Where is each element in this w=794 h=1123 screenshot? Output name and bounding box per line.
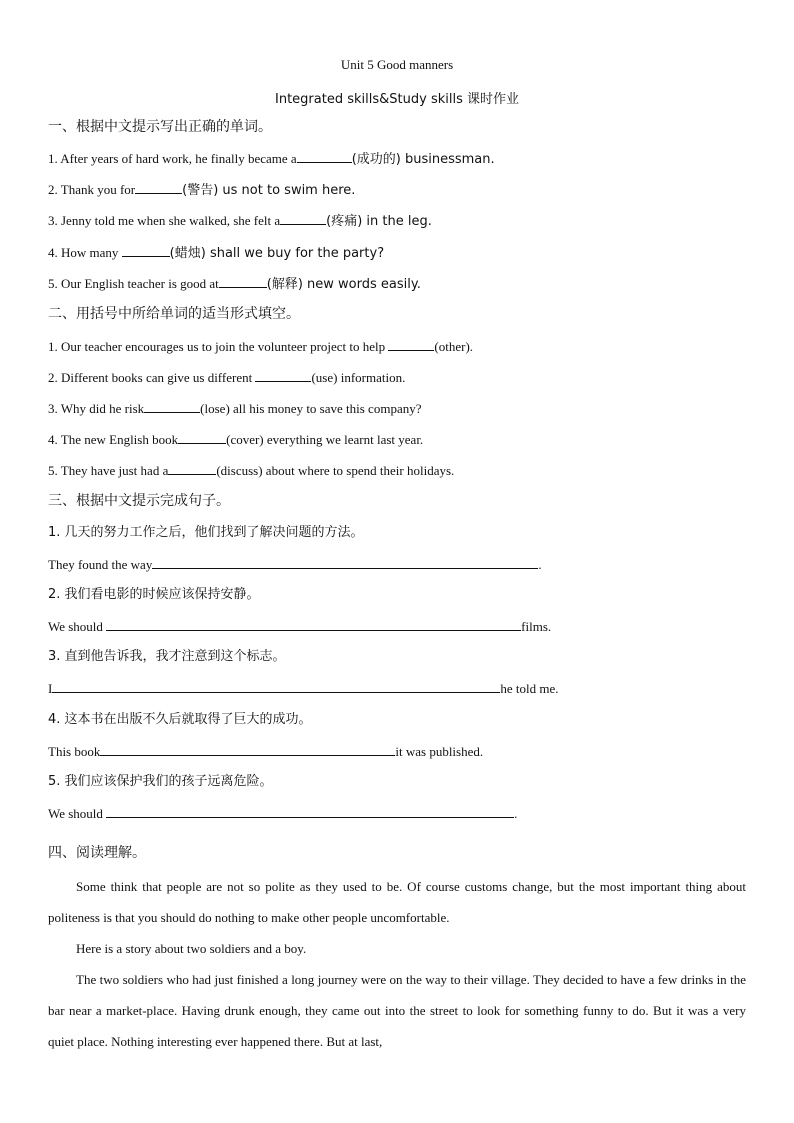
- exercise-item: 5. Our English teacher is good at (解释) new words easily.: [48, 276, 421, 292]
- exercise-item: 3. Jenny told me when she walked, she felt a (疼痛) in the leg.: [48, 213, 432, 229]
- answer-blank[interactable]: [168, 462, 216, 475]
- chinese-prompt: 2. 我们看电影的时候应该保持安静。: [48, 587, 260, 602]
- exercise-item: 1. After years of hard work, he finally became a (成功的) businessman.: [48, 151, 495, 167]
- chinese-prompt: 5. 我们应该保护我们的孩子远离危险。: [48, 774, 273, 789]
- answer-blank[interactable]: [219, 275, 267, 288]
- exercise-item: 2. Different books can give us different (use) information.: [48, 370, 406, 385]
- chinese-prompt: 4. 这本书在出版不久后就取得了巨大的成功。: [48, 712, 312, 727]
- answer-blank[interactable]: [388, 338, 434, 351]
- sentence-line: We should films.: [48, 619, 552, 634]
- page-title: Unit 5 Good manners: [340, 57, 454, 72]
- section-heading-1: 一、根据中文提示写出正确的单词。: [48, 119, 272, 135]
- answer-blank[interactable]: [122, 244, 170, 257]
- answer-blank[interactable]: [255, 369, 311, 382]
- answer-blank[interactable]: [297, 150, 352, 163]
- reading-paragraph: The two soldiers who had just finished a long journey were on the way to their village. They decided to have a few drinks in the bar near a market-place. Having drunk enough, they came out into the street to look for something funny to do. But it was a very quiet place. Nothing interesting ever happened there. But at last,: [48, 972, 746, 1049]
- answer-blank[interactable]: [100, 743, 395, 756]
- page-subtitle: Integrated skills&Study skills 课时作业: [275, 92, 519, 107]
- exercise-item: 4. The new English book (cover) everything we learnt last year.: [48, 432, 424, 447]
- answer-blank[interactable]: [152, 556, 538, 569]
- sentence-line: I he told me.: [48, 681, 559, 696]
- exercise-item: 3. Why did he risk (lose) all his money to save this company?: [48, 401, 422, 416]
- sentence-line: This book it was published.: [48, 744, 484, 759]
- exercise-item: 2. Thank you for (警告) us not to swim here.: [48, 182, 356, 198]
- answer-blank[interactable]: [178, 431, 226, 444]
- exercise-item: 1. Our teacher encourages us to join the volunteer project to help (other).: [48, 339, 474, 354]
- answer-blank[interactable]: [106, 618, 521, 631]
- answer-blank[interactable]: [135, 181, 182, 194]
- sentence-line: They found the way .: [48, 557, 542, 572]
- chinese-prompt: 3. 直到他告诉我，我才注意到这个标志。: [48, 649, 286, 664]
- sentence-line: We should .: [48, 806, 518, 821]
- exercise-item: 4. How many (蜡烛) shall we buy for the party?: [48, 245, 385, 261]
- section-heading-3: 三、根据中文提示完成句子。: [48, 493, 230, 509]
- reading-paragraph: Some think that people are not so polite as they used to be. Of course customs change, but the most important thing about politeness is that you should do nothing to make other people uncomfortable.: [48, 879, 746, 925]
- exercise-item: 5. They have just had a (discuss) about where to spend their holidays.: [48, 463, 455, 478]
- answer-blank[interactable]: [52, 680, 500, 693]
- chinese-prompt: 1. 几天的努力工作之后，他们找到了解决问题的方法。: [48, 525, 364, 540]
- section-heading-2: 二、用括号中所给单词的适当形式填空。: [48, 306, 300, 322]
- answer-blank[interactable]: [280, 212, 326, 225]
- reading-paragraph: Here is a story about two soldiers and a boy.: [76, 941, 307, 956]
- answer-blank[interactable]: [144, 400, 200, 413]
- answer-blank[interactable]: [106, 805, 514, 818]
- section-heading-4: 四、阅读理解。: [48, 845, 146, 861]
